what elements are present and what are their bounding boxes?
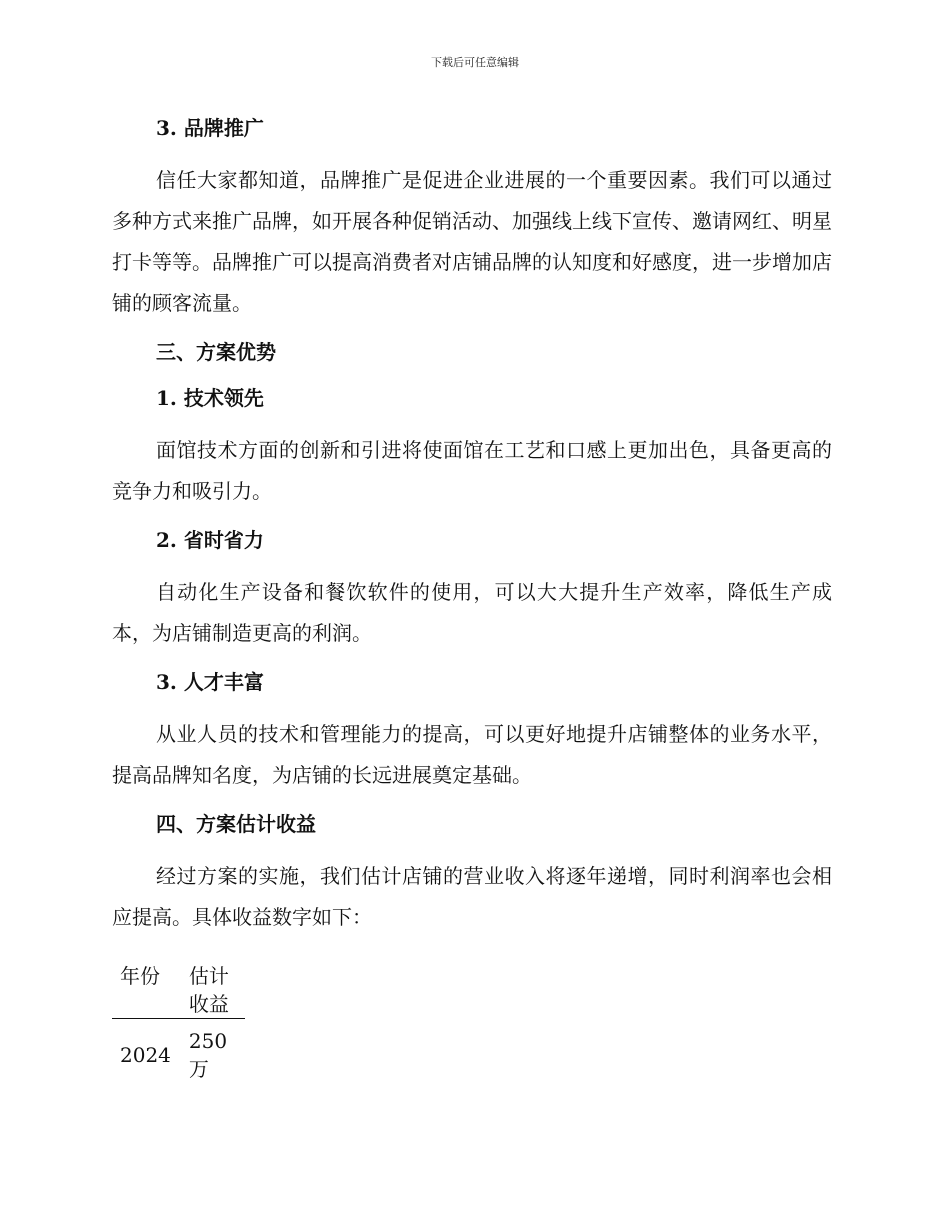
section-heading-tech: 1. 技术领先 [156,386,264,410]
table-cell-year: 2024 [120,1043,171,1067]
paragraph-tech: 面馆技术方面的创新和引进将使面馆在工艺和口感上更加出色，具备更高的竞争力和吸引力。 [112,438,832,503]
table-header-revenue: 估计收益 [181,962,245,1019]
section-heading-talent: 3. 人才丰富 [156,670,264,694]
section-heading-time: 2. 省时省力 [156,528,264,552]
page-header: 下载后可任意编辑 [431,56,519,69]
section-heading-advantages: 三、方案优势 [156,340,276,364]
section-heading-revenue: 四、方案估计收益 [156,812,316,836]
paragraph-talent: 从业人员的技术和管理能力的提高，可以更好地提升店铺整体的业务水平，提高品牌知名度，为店铺的长远进展奠定基础。 [112,722,832,787]
paragraph-time: 自动化生产设备和餐饮软件的使用，可以大大提升生产效率，降低生产成本，为店铺制造更高的利润。 [112,580,832,645]
revenue-table [112,962,245,1083]
section-heading-brand: 3. 品牌推广 [156,116,264,140]
table-header-row [112,962,245,1019]
table-cell-revenue: 250 万 [188,1029,228,1081]
paragraph-revenue: 经过方案的实施，我们估计店铺的营业收入将逐年递增，同时利润率也会相应提高。具体收益数字如下： [112,864,832,929]
document-body [112,110,832,1083]
paragraph-brand: 信任大家都知道，品牌推广是促进企业进展的一个重要因素。我们可以通过多种方式来推广品牌，如开展各种促销活动、加强线上线下宣传、邀请网红、明星打卡等等。品牌推广可以提高消费者对店铺品牌的认知度和好感度，进一步增加店铺的顾客流量。 [112,168,832,315]
table-header-year: 年份 [112,962,181,1019]
table-row [112,1019,245,1084]
